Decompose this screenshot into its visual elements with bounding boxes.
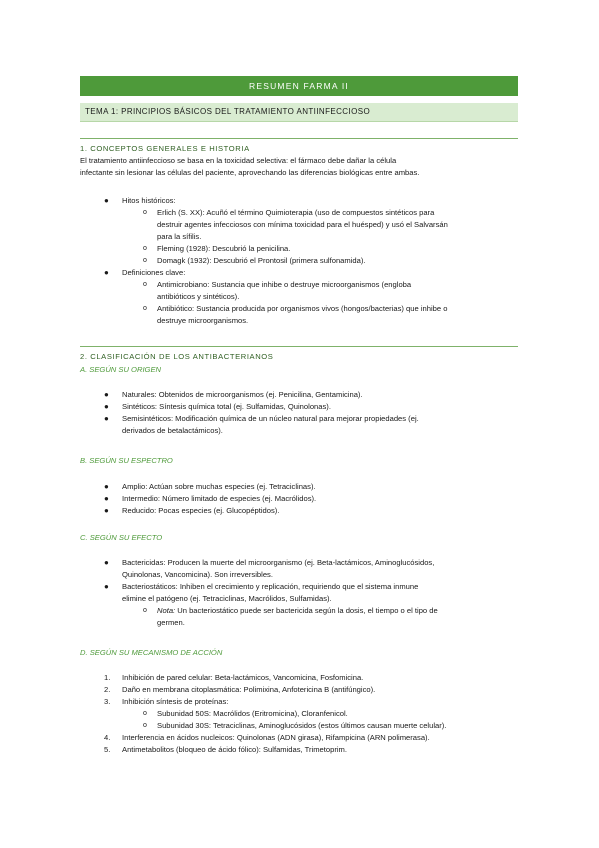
item-line: destruir agentes infecciosos con mínima toxicidad para el huésped) y usó el Salvarsán (157, 220, 448, 229)
list-item (80, 401, 518, 413)
list-item (80, 389, 518, 401)
circle-bullet-icon: o (143, 281, 147, 288)
circle-bullet-icon: o (143, 209, 147, 216)
intro-line: El tratamiento antiinfeccioso se basa en la toxicidad selectiva: el fármaco debe dañar la célula (80, 156, 397, 165)
espectro-list (80, 481, 518, 517)
item-line: Inhibición síntesis de proteínas: (122, 697, 229, 706)
subsection-origen-title: A. SEGÚN SU ORIGEN (80, 365, 162, 374)
bullet-icon: ● (104, 196, 109, 205)
list-item (80, 303, 518, 327)
list-item (80, 243, 518, 255)
item-line: Antibiótico: Sustancia producida por organismos vivos (hongos/bacterias) que inhibe o (157, 304, 448, 313)
item-line: antibióticos y sintéticos). (157, 292, 240, 301)
list-item (80, 255, 518, 267)
list-item (80, 708, 518, 720)
bullet-icon: ● (104, 482, 109, 491)
efecto-list (80, 557, 518, 629)
bullet-icon: ● (104, 390, 109, 399)
item-number: 2. (104, 685, 111, 694)
bullet-icon: ● (104, 268, 109, 277)
item-line: Subunidad 50S: Macrólidos (Eritromicina), Cloranfenicol. (157, 709, 348, 718)
item-line: Reducido: Pocas especies (ej. Glucopéptidos). (122, 506, 280, 515)
item-line: Interferencia en ácidos nucleicos: Quinolonas (ADN girasa), Rifampicina (ARN polimerasa). (122, 733, 430, 742)
item-line: Erlich (S. XX): Acuñó el término Quimioterapia (uso de compuestos sintéticos para (157, 208, 435, 217)
item-line: Bacteriostáticos: Inhiben el crecimiento y replicación, requiriendo que el sistema inmune (122, 582, 419, 591)
note-text: Un bacteriostático puede ser bactericida según la dosis, el tiempo o el tipo de (175, 606, 438, 615)
item-line: Quinolonas, Vancomicina). Son irreversibles. (122, 570, 273, 579)
list-item (80, 581, 518, 605)
item-line: Antimetabolitos (bloqueo de ácido fólico): Sulfamidas, Trimetoprim. (122, 745, 347, 754)
bullet-icon: ● (104, 582, 109, 591)
item-line: Sintéticos: Síntesis química total (ej. Sulfamidas, Quinolonas). (122, 402, 331, 411)
intro-line: infectante sin lesionar las células del paciente, aprovechando las diferencias biológicas entre ambas. (80, 168, 420, 177)
list-item (80, 696, 518, 708)
list-item (80, 493, 518, 505)
circle-bullet-icon: o (143, 245, 147, 252)
list-item (80, 744, 518, 756)
circle-bullet-icon: o (143, 305, 147, 312)
list-item (80, 413, 518, 437)
subsection-espectro-title: B. SEGÚN SU ESPECTRO (80, 456, 173, 465)
item-line: Inhibición de pared celular: Beta-lactámicos, Vancomicina, Fosfomicina. (122, 673, 364, 682)
list-item (80, 279, 518, 303)
item-line: Daño en membrana citoplasmática: Polimixina, Anfotericina B (antifúngico). (122, 685, 376, 694)
item-number: 5. (104, 745, 111, 754)
list-item (80, 720, 518, 732)
list-item (80, 684, 518, 696)
list-item (80, 481, 518, 493)
document-page (80, 76, 518, 754)
list-item (80, 557, 518, 581)
item-number: 3. (104, 697, 111, 706)
subsection-efecto-title: C. SEGÚN SU EFECTO (80, 533, 163, 542)
circle-bullet-icon: o (143, 607, 147, 614)
circle-bullet-icon: o (143, 257, 147, 264)
item-line: derivados de betalactámicos). (122, 426, 223, 435)
item-line: Amplio: Actúan sobre muchas especies (ej. Tetraciclinas). (122, 482, 316, 491)
list-item (80, 672, 518, 684)
item-line: Intermedio: Número limitado de especies (ej. Macrólidos). (122, 494, 317, 503)
list-item (80, 732, 518, 744)
item-line: Semisintéticos: Modificación química de un núcleo natural para mejorar propiedades (ej. (122, 414, 419, 423)
document-title-banner: RESUMEN FARMA II (80, 76, 518, 96)
item-line: Domagk (1932): Descubrió el Prontosil (primera sulfonamida). (157, 256, 366, 265)
item-number: 4. (104, 733, 111, 742)
bullet-icon: ● (104, 414, 109, 423)
list-item (80, 267, 518, 279)
item-line: destruye microorganismos. (157, 316, 249, 325)
origen-list (80, 389, 518, 437)
item-line: Antimicrobiano: Sustancia que inhibe o destruye microorganismos (engloba (157, 280, 412, 289)
note-line (157, 605, 518, 617)
section-1-heading: 1. CONCEPTOS GENERALES E HISTORIA (80, 138, 518, 153)
item-line: elimine el patógeno (ej. Tetraciclinas, Macrólidos, Sulfamidas). (122, 594, 332, 603)
circle-bullet-icon: o (143, 710, 147, 717)
note-line: germen. (157, 618, 185, 627)
list-item (80, 207, 518, 243)
item-line: Naturales: Obtenidos de microorganismos (ej. Penicilina, Gentamicina). (122, 390, 363, 399)
list-item (80, 195, 518, 207)
note-label: Nota: (157, 606, 176, 615)
section-2-heading: 2. CLASIFICACIÓN DE LOS ANTIBACTERIANOS (80, 346, 518, 361)
hitos-label: Hitos históricos: (122, 196, 176, 205)
bullet-icon: ● (104, 402, 109, 411)
subsection-mecanismo-title: D. SEGÚN SU MECANISMO DE ACCIÓN (80, 648, 223, 657)
topic-title-banner: TEMA 1: PRINCIPIOS BÁSICOS DEL TRATAMIENTO ANTIINFECCIOSO (80, 103, 518, 122)
circle-bullet-icon: o (143, 722, 147, 729)
mecanismo-list (80, 672, 518, 756)
item-number: 1. (104, 673, 111, 682)
section-1-intro (80, 155, 518, 179)
bullet-icon: ● (104, 558, 109, 567)
bullet-icon: ● (104, 506, 109, 515)
note-item (80, 605, 518, 629)
bullet-icon: ● (104, 494, 109, 503)
list-item (80, 505, 518, 517)
hitos-list (80, 195, 518, 327)
item-line: Subunidad 30S: Tetraciclinas, Aminoglucósidos (estos últimos causan muerte celular). (157, 721, 447, 730)
item-line: para la sífilis. (157, 232, 202, 241)
item-line: Bactericidas: Producen la muerte del microorganismo (ej. Beta-lactámicos, Aminoglucósidos, (122, 558, 435, 567)
item-line: Fleming (1928): Descubrió la penicilina. (157, 244, 291, 253)
definiciones-label: Definiciones clave: (122, 268, 186, 277)
